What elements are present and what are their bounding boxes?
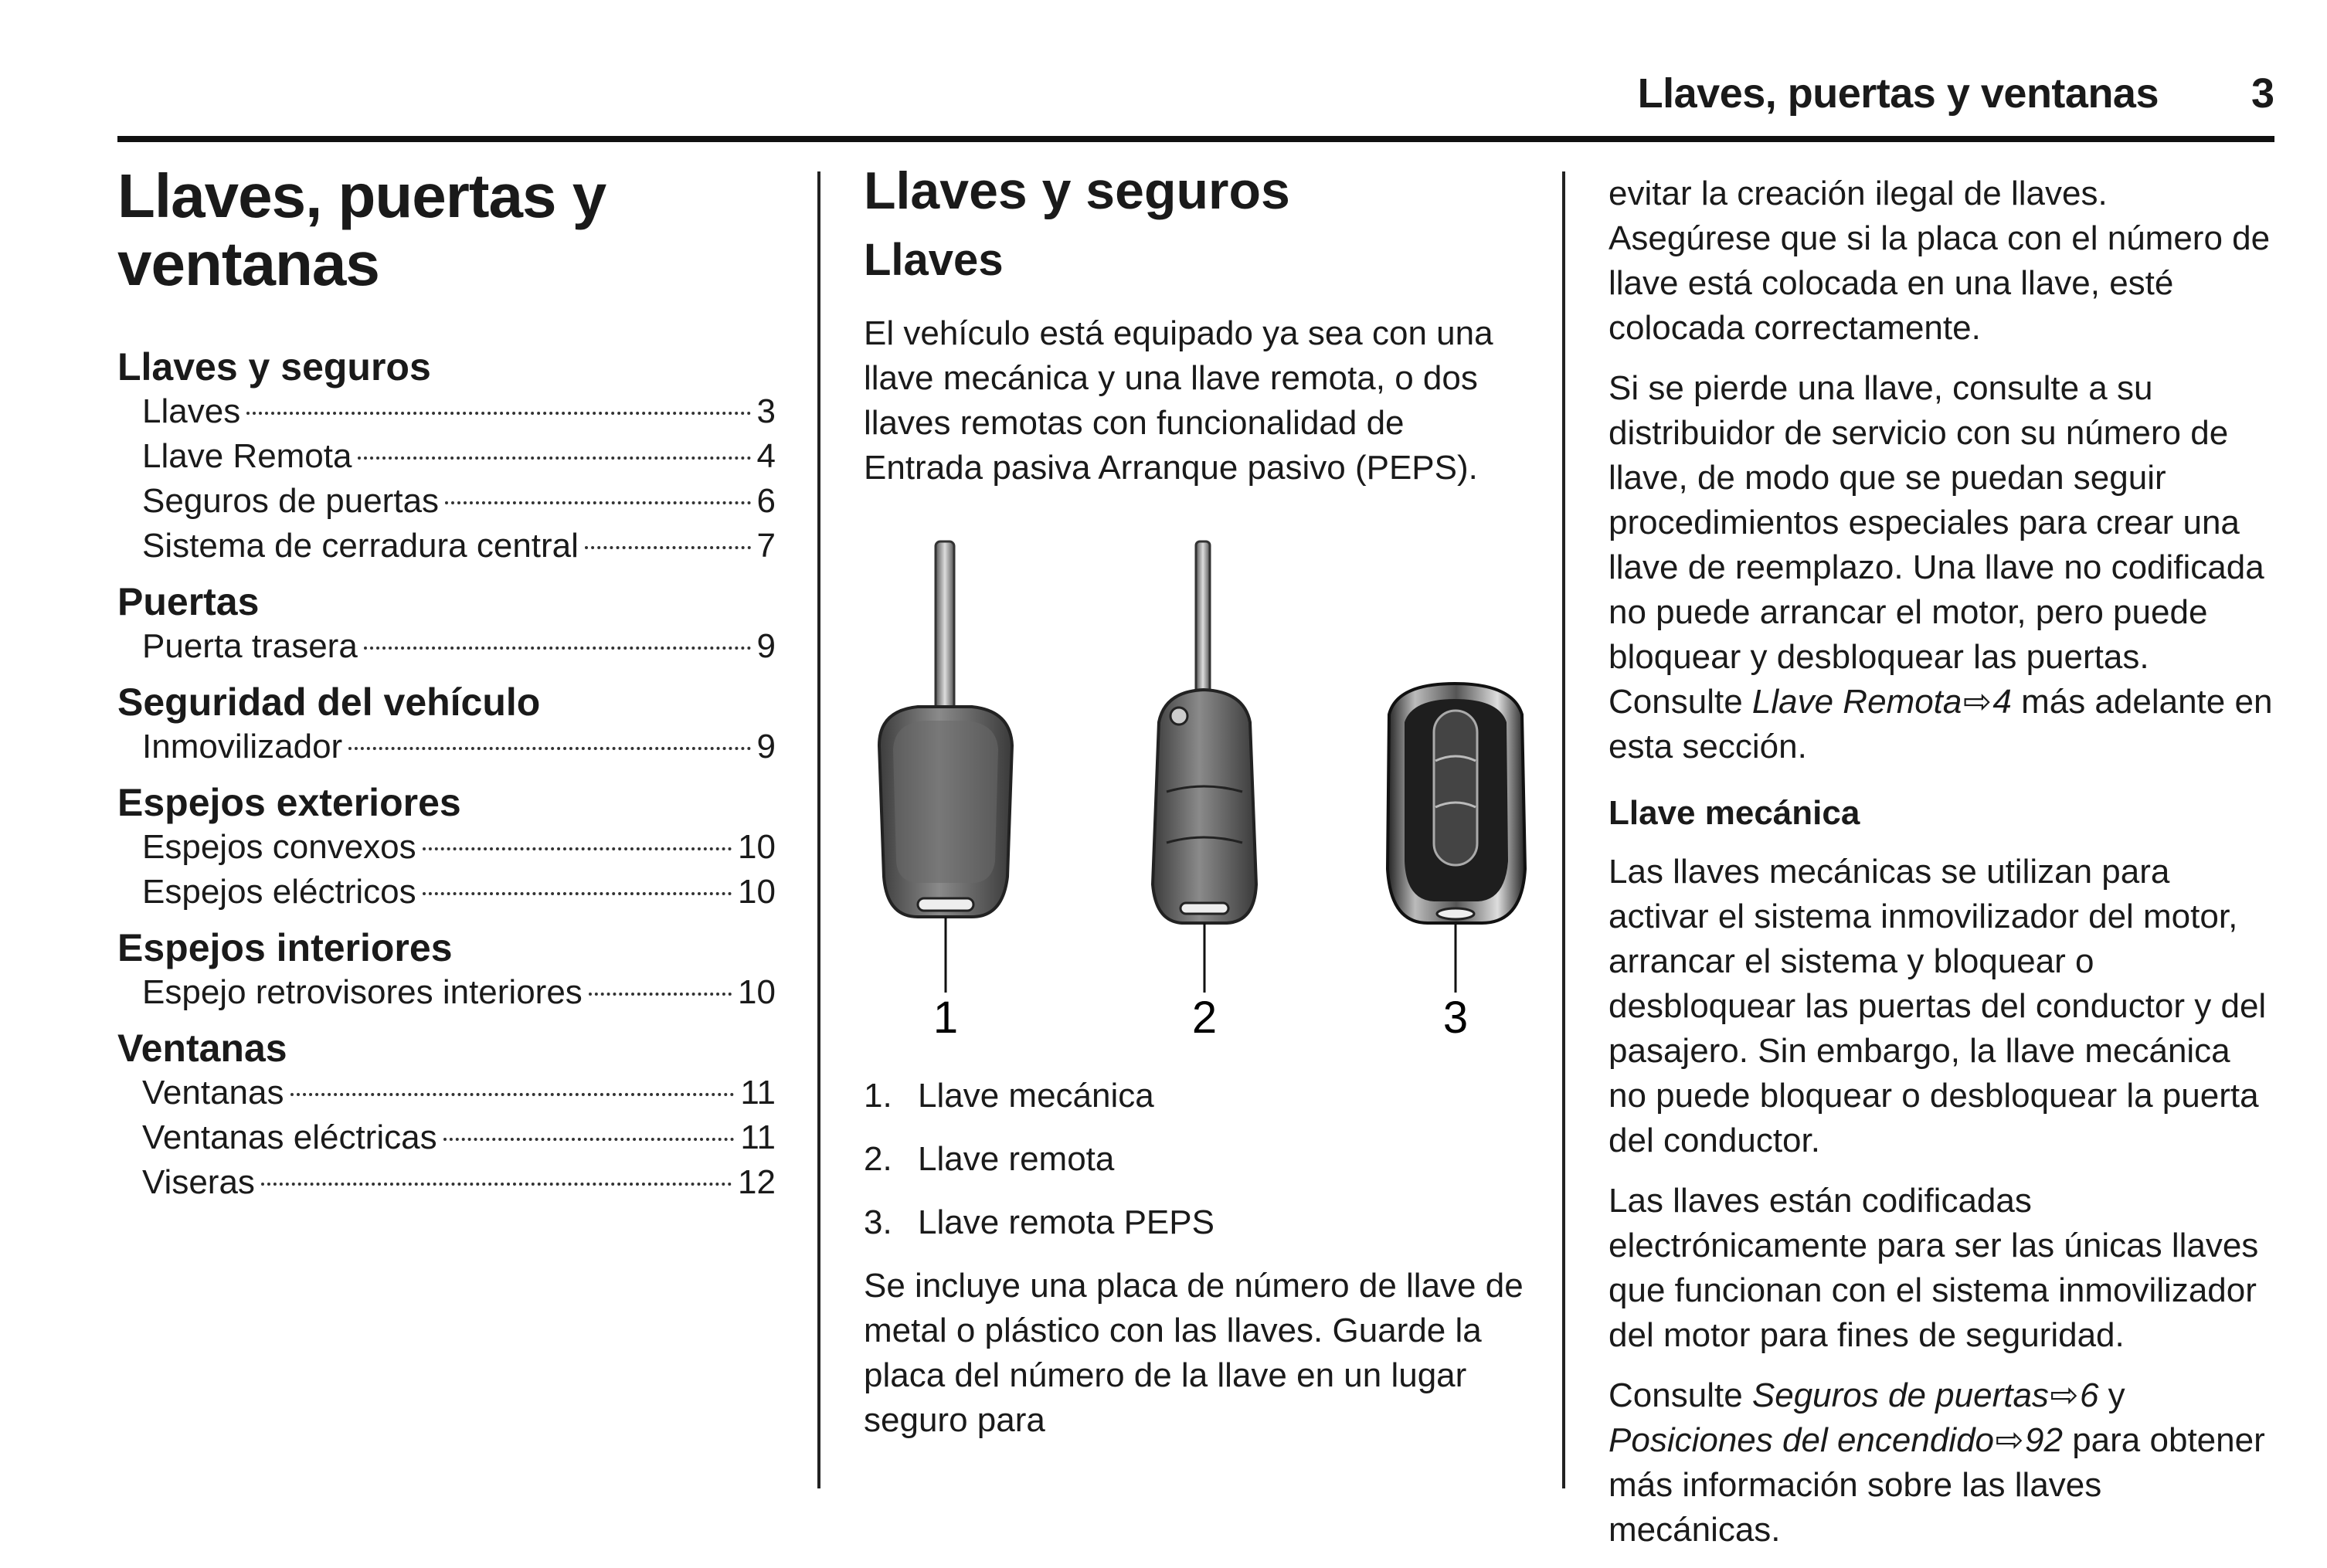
xref-ignition-positions[interactable]: Posiciones del encendido	[1609, 1421, 1995, 1459]
toc-heading: Espejos exteriores	[117, 781, 461, 824]
toc-entry-page: 12	[738, 1163, 776, 1201]
toc-entry[interactable]	[117, 389, 776, 434]
toc-entry[interactable]	[117, 1160, 776, 1205]
toc-section	[117, 680, 776, 769]
toc-entry-page: 11	[740, 1074, 776, 1112]
toc-heading: Espejos interiores	[117, 926, 453, 969]
toc-heading: Llaves y seguros	[117, 345, 431, 389]
toc-entry[interactable]	[117, 1115, 776, 1160]
coded-keys-paragraph: Las llaves están codificadas electrónicamente para ser las únicas llaves que funcionan con el sistema inmovilizador del motor para fines de seguridad.	[1609, 1182, 2259, 1354]
toc-section	[117, 925, 776, 1015]
toc-entry[interactable]	[117, 870, 776, 915]
toc-section	[117, 780, 776, 915]
toc-entry-page: 10	[738, 973, 776, 1011]
toc-leader-dots	[358, 456, 750, 460]
figure-label-2: 2	[1191, 992, 1218, 1039]
toc-leader-dots	[423, 892, 732, 895]
toc-entry-page: 10	[738, 828, 776, 866]
toc-entry-label: Ventanas eléctricas	[142, 1118, 437, 1156]
chapter-title: Llaves, puertas y ventanas	[117, 161, 606, 298]
toc-entry-page: 3	[756, 392, 776, 430]
toc-leader-dots	[589, 993, 732, 996]
toc-entry[interactable]	[117, 524, 776, 568]
toc-entry-label: Ventanas	[142, 1074, 284, 1112]
toc-column	[117, 162, 776, 1205]
lost-key-paragraph: Si se pierde una llave, consulte a su distribuidor de servicio con su número de llave, de modo que se puedan seguir procedimientos especiales para crear una llave de reemplazo. Una llave no codificada no puede arrancar el motor, pero puede bloquear y desbloquear las puertas. Consulte Llave Remota⇨4 más adelante en esta sección.	[1609, 369, 2273, 765]
toc-entry[interactable]	[117, 725, 776, 769]
toc-entry[interactable]	[117, 970, 776, 1015]
toc-entry[interactable]	[117, 1071, 776, 1115]
toc-entry-page: 9	[756, 728, 776, 765]
toc-leader-dots	[423, 847, 732, 850]
toc-entry-label: Seguros de puertas	[142, 482, 440, 520]
toc-leader-dots	[585, 546, 751, 549]
list-item: 3. Llave remota PEPS	[864, 1203, 1214, 1241]
toc-entry-label: Viseras	[142, 1163, 255, 1201]
toc-leader-dots	[364, 647, 751, 650]
toc-leader-dots	[290, 1093, 735, 1096]
intro-paragraph: El vehículo está equipado ya sea con una llave mecánica y una llave remota, o dos llaves remotas con funcionalidad de Entrada pasiva Arranque pasivo (PEPS).	[864, 314, 1493, 487]
keys-illustration	[864, 537, 1530, 1039]
toc-section	[117, 1026, 776, 1205]
toc-leader-dots	[246, 412, 750, 415]
toc-entry-label: Llave Remota	[142, 437, 352, 475]
toc-leader-dots	[261, 1183, 732, 1186]
page-number: 3	[2251, 70, 2274, 117]
toc-entry[interactable]	[117, 434, 776, 479]
toc-heading: Seguridad del vehículo	[117, 680, 541, 724]
toc-entry-label: Puerta trasera	[142, 627, 358, 665]
header-title: Llaves, puertas y ventanas	[1637, 70, 2159, 117]
mechanical-key-paragraph: Las llaves mecánicas se utilizan para activar el sistema inmovilizador del motor, arrancar el sistema y bloquear o desbloquear las puertas del conductor y del pasajero. Sin embargo, la llave mecánica no puede bloquear o desbloquear la puerta del conductor.	[1609, 853, 2267, 1159]
toc-leader-dots	[348, 747, 750, 750]
toc-entry-page: 10	[738, 873, 776, 911]
right-column	[1609, 171, 2274, 1568]
xref-arrow-icon: ⇨	[2050, 1376, 2079, 1414]
toc-entry-page: 9	[756, 627, 776, 665]
toc-leader-dots	[443, 1138, 735, 1141]
mechanical-key-heading: Llave mecánica	[1609, 794, 1860, 832]
toc-entry[interactable]	[117, 479, 776, 524]
see-also-paragraph: Consulte Seguros de puertas⇨6 y Posiciones del encendido⇨92 para obtener más información sobre las llaves mecánicas.	[1609, 1373, 2274, 1553]
mechanical-key-image	[879, 541, 1012, 993]
peps-remote-key-image	[1388, 684, 1525, 993]
page-header	[117, 66, 2274, 142]
column-divider-left	[817, 171, 820, 1488]
toc-entry-label: Espejo retrovisores interiores	[142, 973, 583, 1011]
list-item: 1. Llave mecánica	[864, 1076, 1154, 1115]
key-plate-paragraph: Se incluye una placa de número de llave de metal o plástico con las llaves. Guarde la placa del número de la llave en un lugar seguro para	[864, 1266, 1524, 1439]
toc-entry-page: 11	[740, 1118, 776, 1156]
xref-door-locks[interactable]: Seguros de puertas	[1751, 1376, 2049, 1414]
section-title: Llaves y seguros	[864, 161, 1290, 220]
toc-entry[interactable]	[117, 825, 776, 870]
toc-leader-dots	[445, 501, 750, 504]
toc-entry-page: 7	[756, 527, 776, 565]
xref-arrow-icon: ⇨	[1962, 683, 1992, 721]
toc-section	[117, 344, 776, 568]
remote-key-image	[1153, 541, 1256, 993]
toc-entry-label: Espejos eléctricos	[142, 873, 416, 911]
toc-entry-label: Llaves	[142, 392, 241, 430]
subsection-title: Llaves	[864, 234, 1004, 285]
toc-entry-page: 6	[756, 482, 776, 520]
toc-heading: Puertas	[117, 580, 260, 623]
xref-remote-key[interactable]: Llave Remota	[1751, 683, 1962, 721]
figure-label-3: 3	[1442, 992, 1469, 1039]
middle-column	[864, 162, 1530, 1458]
table-of-contents	[117, 344, 776, 1205]
xref-arrow-icon: ⇨	[1995, 1421, 2024, 1459]
toc-entry-label: Espejos convexos	[142, 828, 416, 866]
toc-heading: Ventanas	[117, 1027, 287, 1070]
key-type-list	[864, 1074, 1530, 1245]
toc-entry[interactable]	[117, 624, 776, 669]
toc-entry-label: Sistema de cerradura central	[142, 527, 579, 565]
list-item: 2. Llave remota	[864, 1139, 1115, 1178]
toc-entry-label: Inmovilizador	[142, 728, 343, 765]
toc-section	[117, 579, 776, 669]
continuation-paragraph: evitar la creación ilegal de llaves. Asegúrese que si la placa con el número de llave está colocada en una llave, esté colocada correctamente.	[1609, 175, 2271, 347]
toc-entry-page: 4	[756, 437, 776, 475]
column-divider-right	[1562, 171, 1565, 1488]
figure-label-1: 1	[932, 992, 959, 1039]
